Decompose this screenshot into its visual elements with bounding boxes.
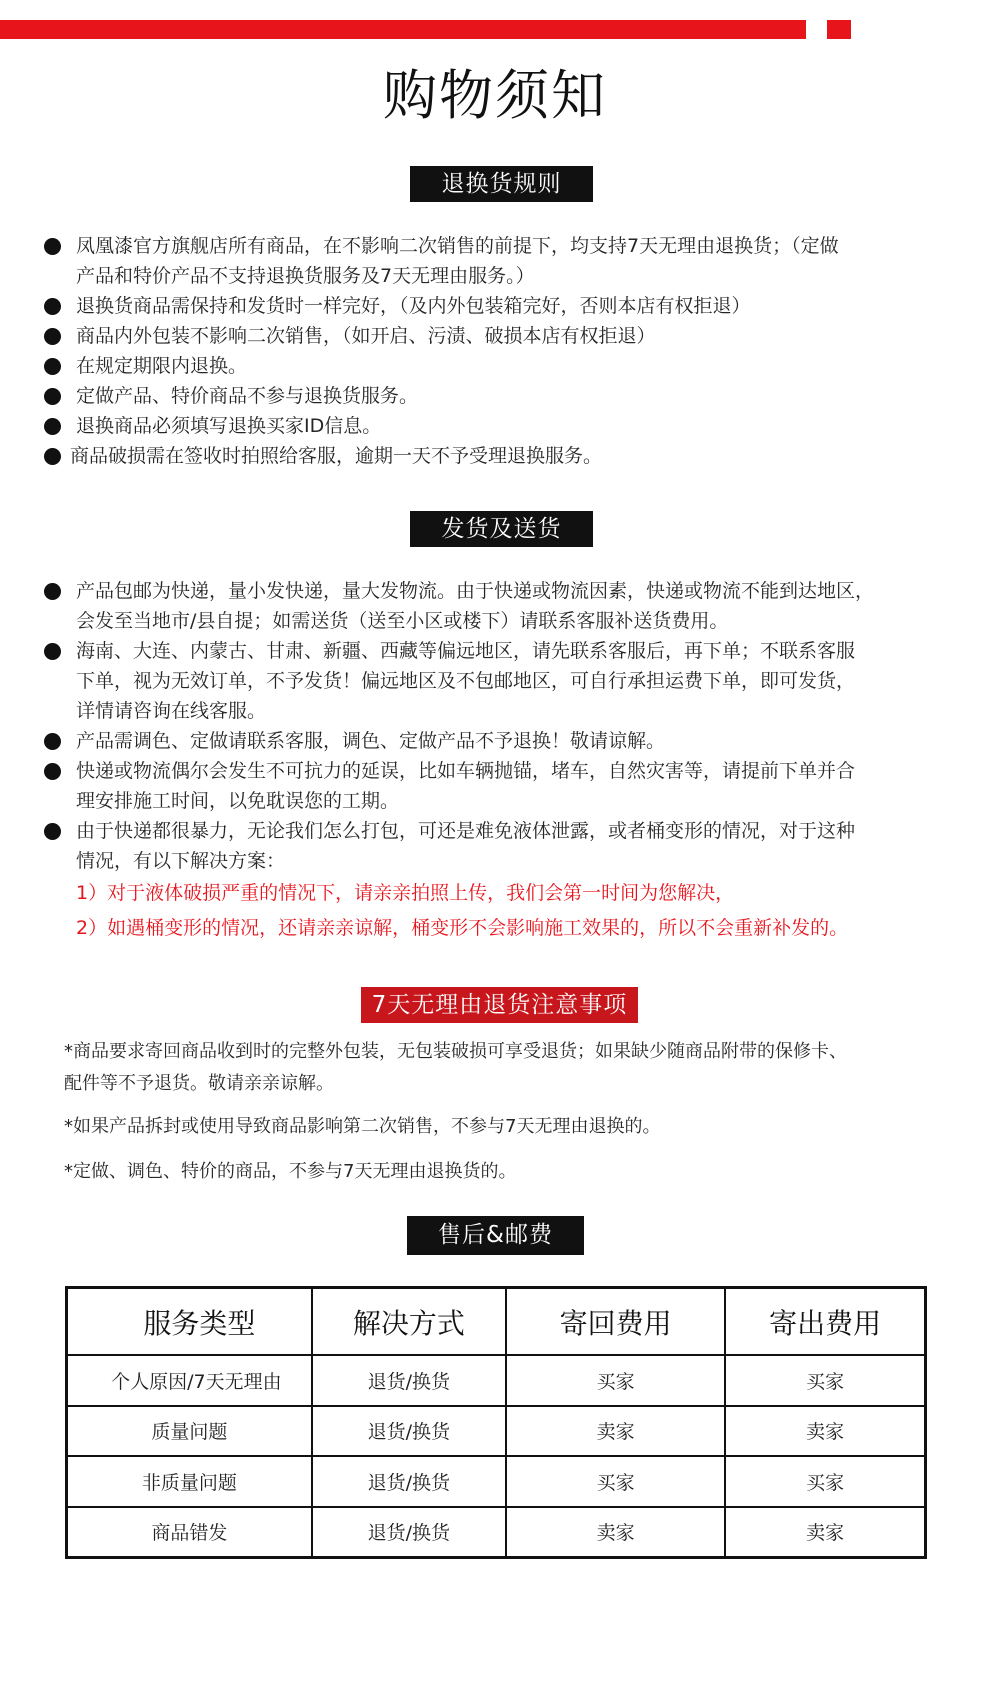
table-cell: 退货/换货 <box>312 1456 506 1506</box>
table-cell: 买家 <box>725 1355 925 1405</box>
table-cell: 买家 <box>725 1456 925 1506</box>
table-cell: 个人原因/7天无理由 <box>67 1355 312 1405</box>
list-item: 退换商品必须填写退换买家ID信息。 <box>44 411 964 441</box>
list-item: 海南、大连、内蒙古、甘肃、新疆、西藏等偏远地区，请先联系客服后，再下单；不联系客服 下单，视为无效订单，不予发货！偏远地区及不包邮地区，可自行承担运费下单，即可发货， 详情请咨询在线客服。 <box>44 636 964 726</box>
note-item: *定做、调色、特价的商品，不参与7天无理由退换货的。 <box>64 1161 517 1182</box>
bullet-dot-icon <box>44 298 61 315</box>
table-cell: 商品错发 <box>67 1507 312 1558</box>
table-cell: 卖家 <box>725 1507 925 1558</box>
after-sales-fee-table <box>65 1286 927 1559</box>
bullet-dot-icon <box>44 763 61 780</box>
list-item: 定做产品、特价商品不参与退换货服务。 <box>44 381 964 411</box>
table-cell: 卖家 <box>506 1507 725 1558</box>
bullet-dot-icon <box>44 733 61 750</box>
page-title: 购物须知 <box>383 64 607 127</box>
seven-day-section-header: 7天无理由退货注意事项 <box>361 987 638 1023</box>
table-cell: 卖家 <box>725 1406 925 1456</box>
table-row <box>67 1355 926 1405</box>
bullet-dot-icon <box>44 643 61 660</box>
table-row <box>67 1507 926 1558</box>
table-cell: 非质量问题 <box>67 1456 312 1506</box>
table-cell: 退货/换货 <box>312 1406 506 1456</box>
list-item: 由于快递都很暴力，无论我们怎么打包，可还是难免液体泄露，或者桶变形的情况，对于这种 情况，有以下解决方案： <box>44 816 964 876</box>
bullet-dot-icon <box>44 358 61 375</box>
returns-rules-list <box>44 231 964 471</box>
bullet-dot-icon <box>44 238 61 255</box>
table-cell: 买家 <box>506 1355 725 1405</box>
table-header-cell: 寄出费用 <box>725 1288 925 1356</box>
top-red-block <box>827 20 851 39</box>
table-cell: 买家 <box>506 1456 725 1506</box>
list-item: 产品需调色、定做请联系客服，调色、定做产品不予退换！敬请谅解。 <box>44 726 964 756</box>
list-item: 产品包邮为快递，量小发快递，量大发物流。由于快递或物流因素，快递或物流不能到达地区， 会发至当地市/县自提；如需送货（送至小区或楼下）请联系客服补送货费用。 <box>44 576 964 636</box>
table-header-cell: 解决方式 <box>312 1288 506 1356</box>
list-item: 商品破损需在签收时拍照给客服，逾期一天不予受理退换服务。 <box>44 441 964 471</box>
table-row <box>67 1406 926 1456</box>
bullet-dot-icon <box>44 448 61 465</box>
note-item: *如果产品拆封或使用导致商品影响第二次销售，不参与7天无理由退换的。 <box>64 1116 661 1137</box>
after-sales-section-header: 售后&邮费 <box>407 1216 584 1255</box>
bullet-dot-icon <box>44 328 61 345</box>
table-cell: 退货/换货 <box>312 1507 506 1558</box>
table-cell: 卖家 <box>506 1406 725 1456</box>
bullet-dot-icon <box>44 583 61 600</box>
solution-line: 2）如遇桶变形的情况，还请亲亲谅解，桶变形不会影响施工效果的，所以不会重新补发的。 <box>76 917 849 939</box>
list-item: 凤凰漆官方旗舰店所有商品，在不影响二次销售的前提下，均支持7天无理由退换货；（定做 产品和特价产品不支持退换货服务及7天无理由服务。） <box>44 231 964 291</box>
table-header-cell: 寄回费用 <box>506 1288 725 1356</box>
shipping-section-header: 发货及送货 <box>410 511 593 547</box>
returns-section-header: 退换货规则 <box>410 166 593 202</box>
list-item: 商品内外包装不影响二次销售，（如开启、污渍、破损本店有权拒退） <box>44 321 964 351</box>
table-header-cell: 服务类型 <box>67 1288 312 1356</box>
list-item: 快递或物流偶尔会发生不可抗力的延误，比如车辆抛锚，堵车，自然灾害等，请提前下单并合 理安排施工时间，以免耽误您的工期。 <box>44 756 964 816</box>
shipping-rules-list <box>44 576 964 946</box>
top-red-bar <box>0 20 806 39</box>
solution-line: 1）对于液体破损严重的情况下，请亲亲拍照上传，我们会第一时间为您解决， <box>76 882 735 904</box>
note-item: *商品要求寄回商品收到时的完整外包装，无包装破损可享受退货；如果缺少随商品附带的保修卡、 配件等不予退货。敬请亲亲谅解。 <box>64 1041 847 1094</box>
table-row <box>67 1456 926 1506</box>
table-cell: 退货/换货 <box>312 1355 506 1405</box>
table-cell: 质量问题 <box>67 1406 312 1456</box>
list-item: 在规定期限内退换。 <box>44 351 964 381</box>
bullet-dot-icon <box>44 823 61 840</box>
list-item: 退换货商品需保持和发货时一样完好，（及内外包装箱完好，否则本店有权拒退） <box>44 291 964 321</box>
bullet-dot-icon <box>44 388 61 405</box>
bullet-dot-icon <box>44 418 61 435</box>
table-header-row <box>67 1288 926 1356</box>
